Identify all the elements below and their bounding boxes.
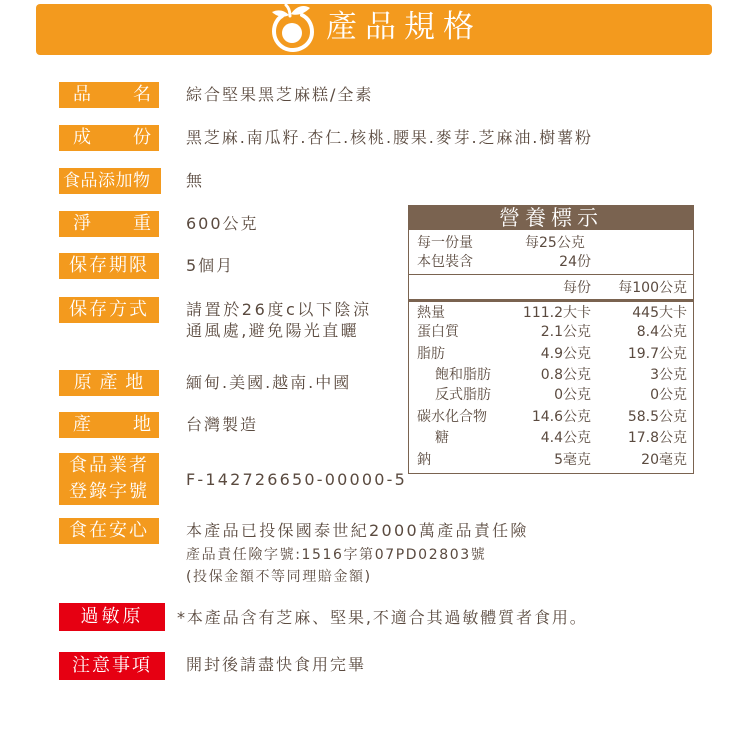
orange-fruit-icon	[262, 2, 322, 54]
nutrient-name: 蛋白質	[417, 324, 459, 340]
place-value: 台灣製造	[186, 415, 259, 434]
storage-line-1: 請置於26度c以下陰涼	[186, 300, 372, 319]
insurance-line-2: 產品責任險字號:1516字第07PD02803號	[186, 547, 487, 563]
storage-line-2: 通風處,避免陽光直曬	[186, 321, 360, 340]
nutrient-per-serving: 2.1公克	[540, 324, 591, 340]
label-place: 產 地	[59, 412, 159, 438]
servings-label: 本包裝含	[417, 254, 473, 270]
nutrition-table	[408, 205, 694, 474]
label-shelf-life: 保存期限	[59, 253, 159, 279]
notice-value: 開封後請盡快食用完畢	[186, 655, 367, 674]
nutrition-divider	[409, 274, 693, 275]
nutrient-per-100g: 445大卡	[632, 305, 687, 321]
nutrient-name: 脂肪	[417, 346, 445, 362]
per-serving-label: 每一份量	[417, 235, 473, 251]
nutrient-name: 熱量	[417, 305, 445, 321]
nutrient-per-100g: 19.7公克	[627, 346, 687, 362]
insurance-line-3: (投保金額不等同理賠金額)	[186, 569, 372, 585]
nutrient-name: 飽和脂肪	[435, 367, 491, 383]
ingredients-value: 黑芝麻.南瓜籽.杏仁.核桃.腰果.麥芽.芝麻油.樹薯粉	[186, 128, 593, 147]
shelf-life-value: 5個月	[186, 256, 235, 275]
label-net-weight: 淨 重	[59, 211, 159, 237]
nutrient-per-serving: 5毫克	[554, 452, 591, 468]
col-header-per-serving: 每份	[563, 280, 591, 296]
nutrient-per-serving: 111.2大卡	[522, 305, 591, 321]
col-header-per-100g: 每100公克	[618, 280, 687, 296]
nutrient-per-serving: 4.9公克	[540, 346, 591, 362]
label-ingredients: 成 份	[59, 125, 159, 151]
label-additives: 食品添加物	[59, 168, 161, 194]
nutrition-thick-divider	[409, 299, 693, 302]
nutrient-name: 糖	[435, 430, 449, 446]
nutrient-per-100g: 58.5公克	[627, 409, 687, 425]
insurance-line-1: 本產品已投保國泰世紀2000萬產品責任險	[186, 521, 529, 540]
origin-value: 緬甸.美國.越南.中國	[186, 373, 352, 392]
nutrient-name: 反式脂肪	[435, 387, 491, 403]
page-title: 產品規格	[326, 9, 482, 45]
allergen-value: *本產品含有芝麻、堅果,不適合其過敏體質者食用。	[177, 608, 588, 627]
net-weight-value: 600公克	[186, 214, 259, 233]
label-product-name: 品 名	[59, 82, 159, 108]
nutrient-per-100g: 0公克	[650, 387, 687, 403]
nutrient-per-serving: 0.8公克	[540, 367, 591, 383]
nutrient-per-100g: 3公克	[650, 367, 687, 383]
nutrient-per-100g: 20毫克	[641, 452, 687, 468]
label-storage: 保存方式	[59, 297, 159, 323]
label-origin: 原 產 地	[59, 370, 159, 396]
label-notice: 注意事項	[59, 652, 165, 680]
per-serving-value: 每25公克	[525, 235, 585, 251]
registration-value: F-142726650-00000-5	[186, 470, 408, 489]
nutrient-per-serving: 14.6公克	[531, 409, 591, 425]
nutrient-name: 鈉	[417, 452, 431, 468]
nutrient-per-100g: 8.4公克	[636, 324, 687, 340]
label-registration: 食品業者 登錄字號	[59, 453, 159, 505]
nutrient-per-serving: 4.4公克	[540, 430, 591, 446]
servings-value: 24份	[559, 254, 591, 270]
additives-value: 無	[186, 171, 205, 190]
label-insurance: 食在安心	[59, 518, 159, 544]
nutrient-per-serving: 0公克	[554, 387, 591, 403]
label-allergen: 過敏原	[59, 603, 165, 631]
nutrient-name: 碳水化合物	[417, 409, 487, 425]
product-name-value: 綜合堅果黑芝麻糕/全素	[186, 85, 374, 104]
nutrient-per-100g: 17.8公克	[627, 430, 687, 446]
nutrition-title: 營養標示	[409, 206, 693, 230]
